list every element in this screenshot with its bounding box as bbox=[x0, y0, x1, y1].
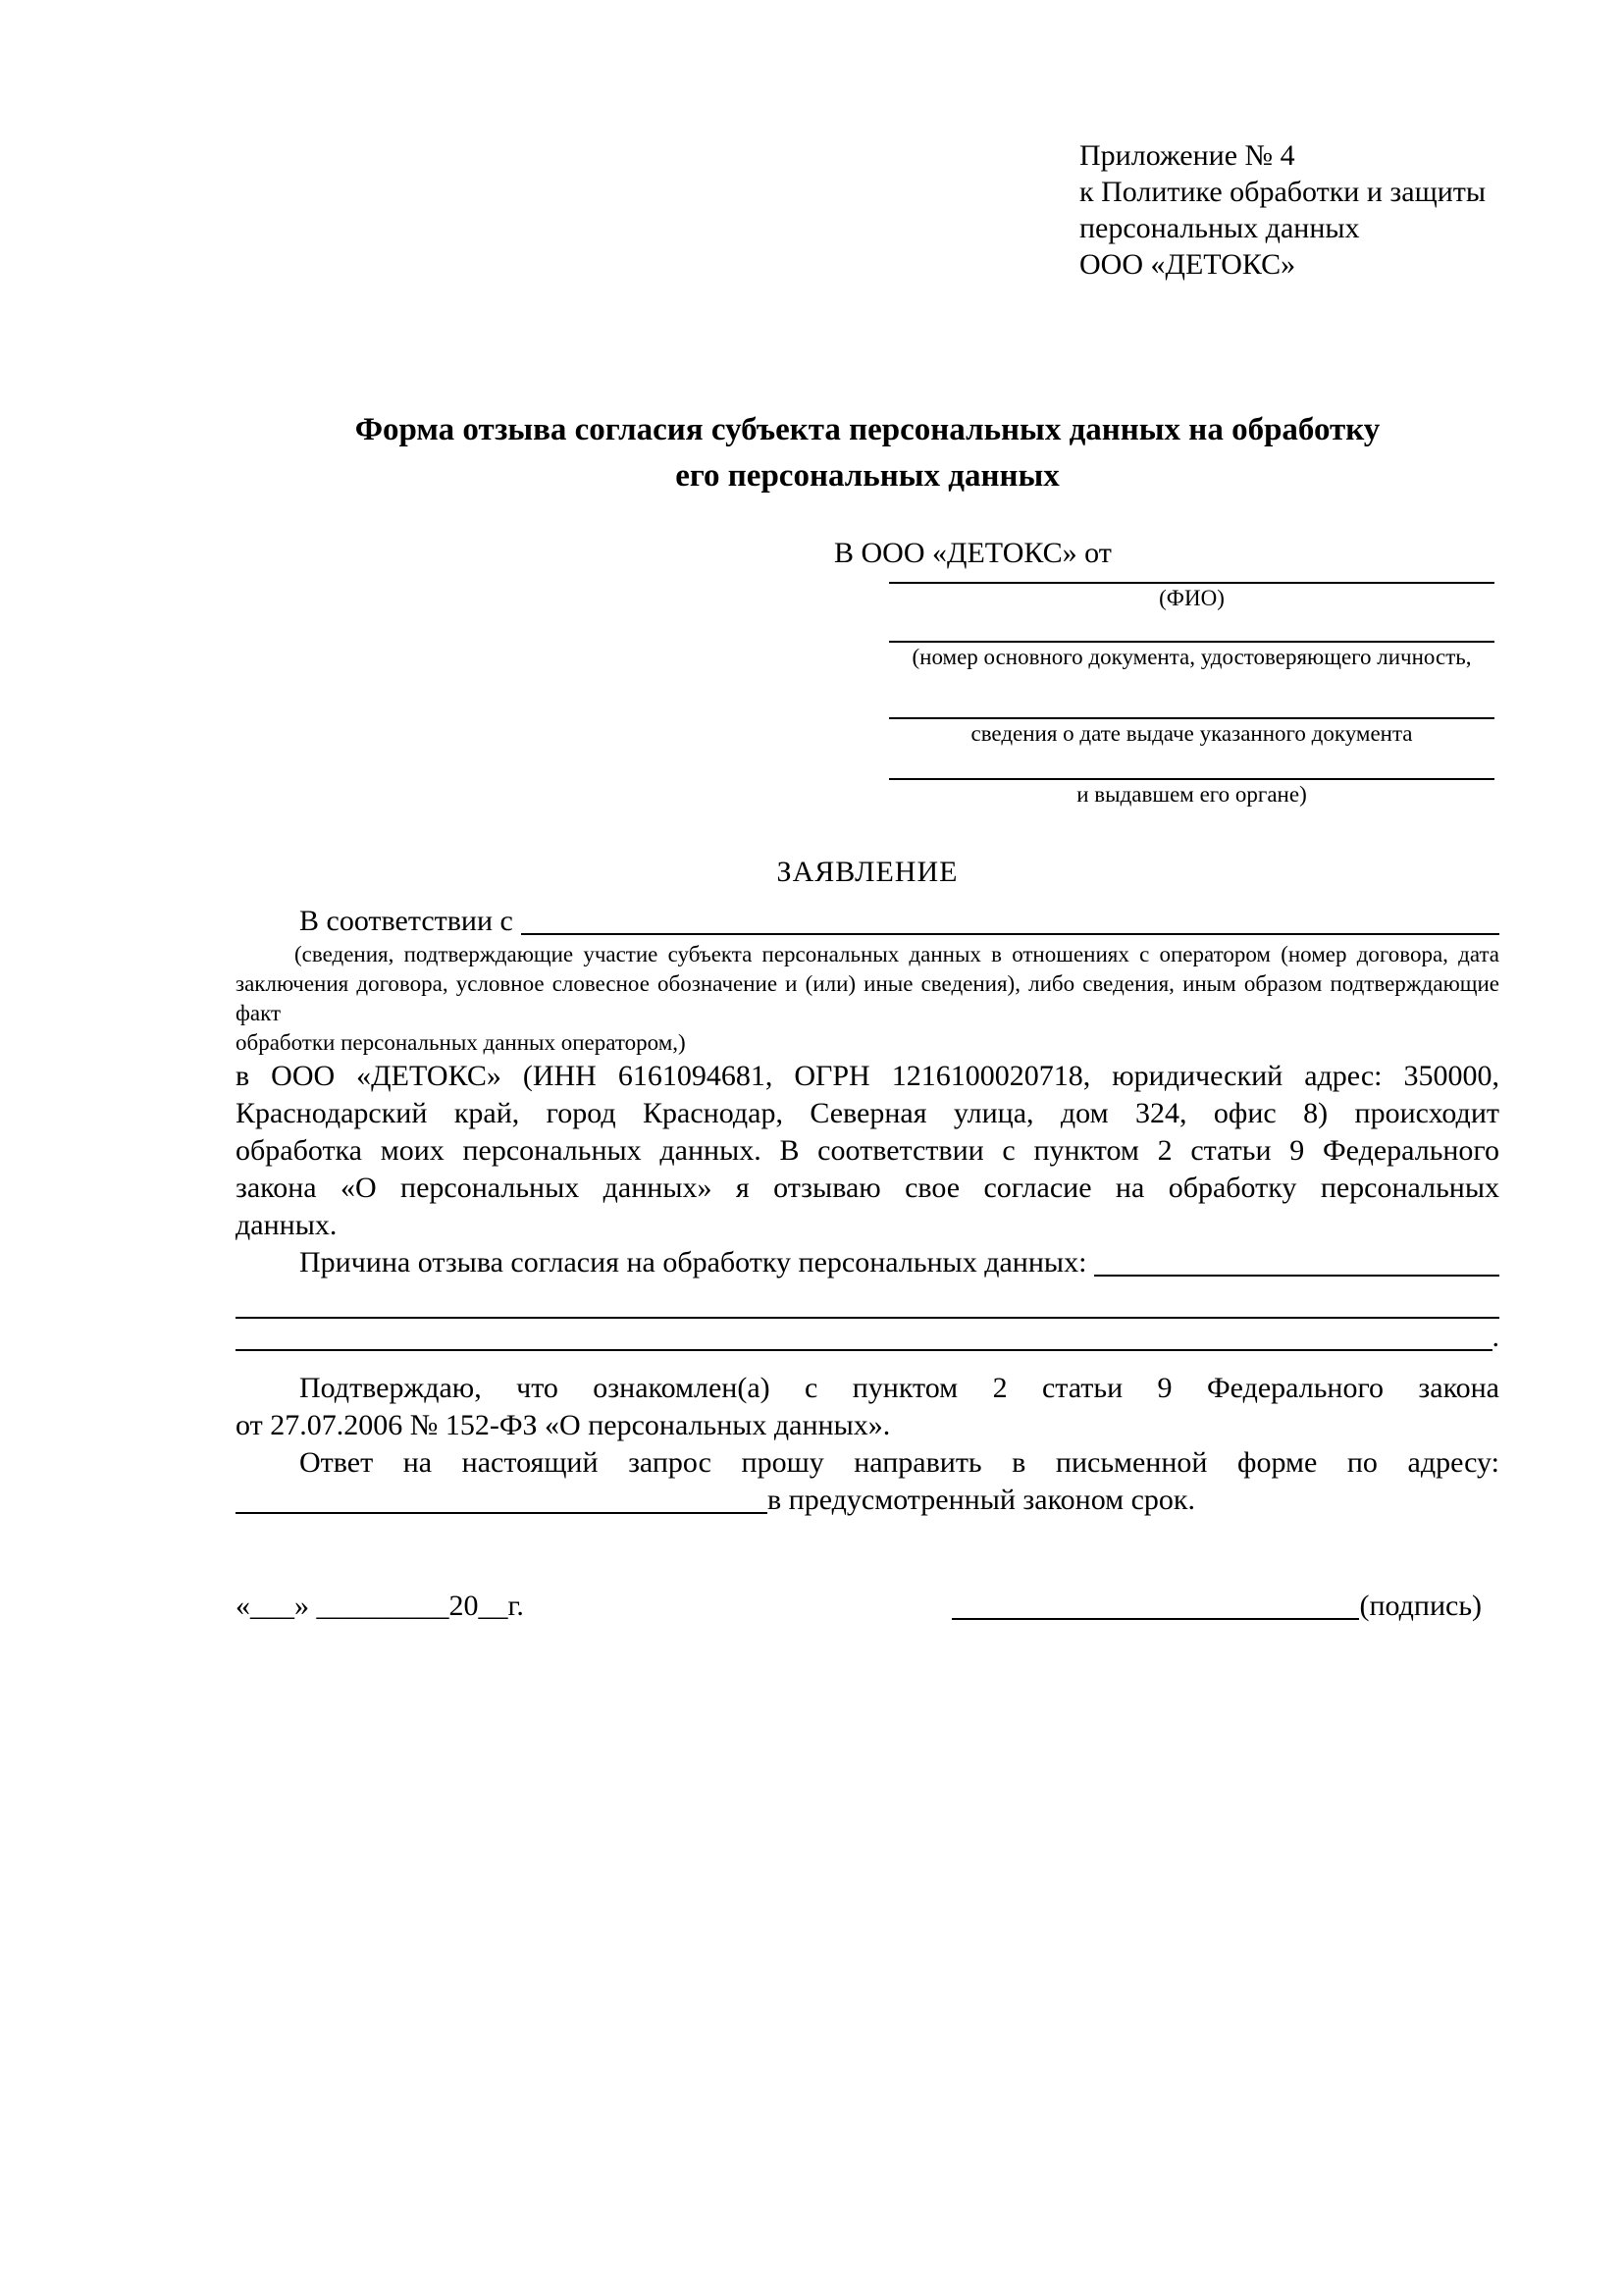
response-tail-row bbox=[236, 1482, 1499, 1519]
response-tail: в предусмотренный законом срок. bbox=[767, 1484, 1195, 1516]
small-note-line-1: (сведения, подтверждающие участие субъекта персональных данных в отношениях с оператором (номер договора, дата bbox=[294, 942, 1499, 966]
response-lead: Ответ на настоящий запрос прошу направить в письменной форме по адресу: bbox=[299, 1446, 1499, 1479]
appendix-note-line-3: персональных данных bbox=[1079, 212, 1360, 244]
document-title-line-2: его персональных данных bbox=[675, 458, 1060, 494]
field-issue-date bbox=[889, 672, 1494, 749]
small-note bbox=[236, 940, 1499, 1058]
appendix-note-line-1: Приложение № 4 bbox=[1079, 139, 1295, 172]
appendix-note-line-2: к Политике обработки и защиты bbox=[1079, 176, 1487, 208]
fill-in-line-fio bbox=[889, 572, 1494, 584]
reason-row bbox=[299, 1244, 1499, 1281]
accordance-row bbox=[299, 903, 1499, 940]
fill-in-line-address bbox=[236, 1482, 767, 1514]
fill-in-line-issuing-authority bbox=[889, 749, 1494, 780]
reason-lead: Причина отзыва согласия на обработку персональных данных: bbox=[299, 1246, 1087, 1278]
main-paragraph bbox=[236, 1058, 1499, 1244]
fill-in-line-issue-date bbox=[889, 672, 1494, 719]
confirm-paragraph-line-2: от 27.07.2006 № 152-ФЗ «О персональных данных». bbox=[236, 1409, 891, 1441]
fill-in-line-blank-2-row bbox=[236, 1319, 1499, 1356]
confirm-paragraph-line-1: Подтверждаю, что ознакомлен(а) с пунктом 2 статьи 9 Федерального закона bbox=[299, 1372, 1499, 1404]
small-note-line-2: заключения договора, условное словесное обозначение и (или) иные сведения), либо сведения, иным образом подтверждающие факт bbox=[236, 971, 1499, 1025]
field-document-number bbox=[889, 613, 1494, 672]
field-caption-issuing-authority: и выдавшем его органе) bbox=[1076, 782, 1307, 807]
document-title bbox=[236, 407, 1499, 499]
fill-in-line-document-number bbox=[889, 613, 1494, 643]
main-paragraph-line-5: данных. bbox=[236, 1209, 338, 1241]
signature-caption: (подпись) bbox=[1359, 1590, 1482, 1622]
fill-in-line-blank-1 bbox=[236, 1281, 1499, 1319]
fill-in-line-blank-2 bbox=[236, 1319, 1492, 1351]
signature-line bbox=[952, 1588, 1359, 1620]
date-signature-row bbox=[236, 1588, 1499, 1625]
document-title-line-1: Форма отзыва согласия субъекта персональных данных на обработку bbox=[354, 412, 1381, 447]
field-caption-document-number: (номер основного документа, удостоверяющего личность, bbox=[912, 645, 1472, 669]
main-paragraph-line-1: в ООО «ДЕТОКС» (ИНН 6161094681, ОГРН 1216100020718, юридический адрес: 350000, bbox=[236, 1060, 1499, 1092]
main-paragraph-line-2: Краснодарский край, город Краснодар, Северная улица, дом 324, офис 8) происходит bbox=[236, 1097, 1499, 1129]
field-fio bbox=[889, 572, 1494, 613]
fill-in-line-reason bbox=[1094, 1244, 1499, 1277]
date-line: «___» _________20__г. bbox=[236, 1590, 524, 1622]
fill-in-line-accordance bbox=[521, 903, 1499, 935]
addressee-line: В ООО «ДЕТОКС» от bbox=[834, 537, 1112, 569]
appendix-note-line-4: ООО «ДЕТОКС» bbox=[1079, 248, 1296, 281]
signature-block bbox=[952, 1588, 1482, 1625]
addressee-fields bbox=[889, 572, 1494, 809]
field-caption-fio: (ФИО) bbox=[1159, 586, 1225, 610]
field-issuing-authority bbox=[889, 749, 1494, 809]
appendix-note bbox=[1079, 137, 1499, 283]
confirm-paragraph bbox=[236, 1370, 1499, 1444]
main-paragraph-line-4: закона «О персональных данных» я отзываю свое согласие на обработку персональных bbox=[236, 1172, 1499, 1204]
small-note-line-3: обработки персональных данных оператором,) bbox=[236, 1030, 686, 1055]
accordance-lead: В соответствии с bbox=[299, 905, 513, 937]
statement-heading: ЗАЯВЛЕНИЕ bbox=[776, 856, 959, 888]
main-paragraph-line-3: обработка моих персональных данных. В соответствии с пунктом 2 статьи 9 Федерального bbox=[236, 1134, 1499, 1167]
field-caption-issue-date: сведения о дате выдаче указанного документа bbox=[970, 721, 1413, 746]
blank-line-period: . bbox=[1492, 1321, 1499, 1353]
